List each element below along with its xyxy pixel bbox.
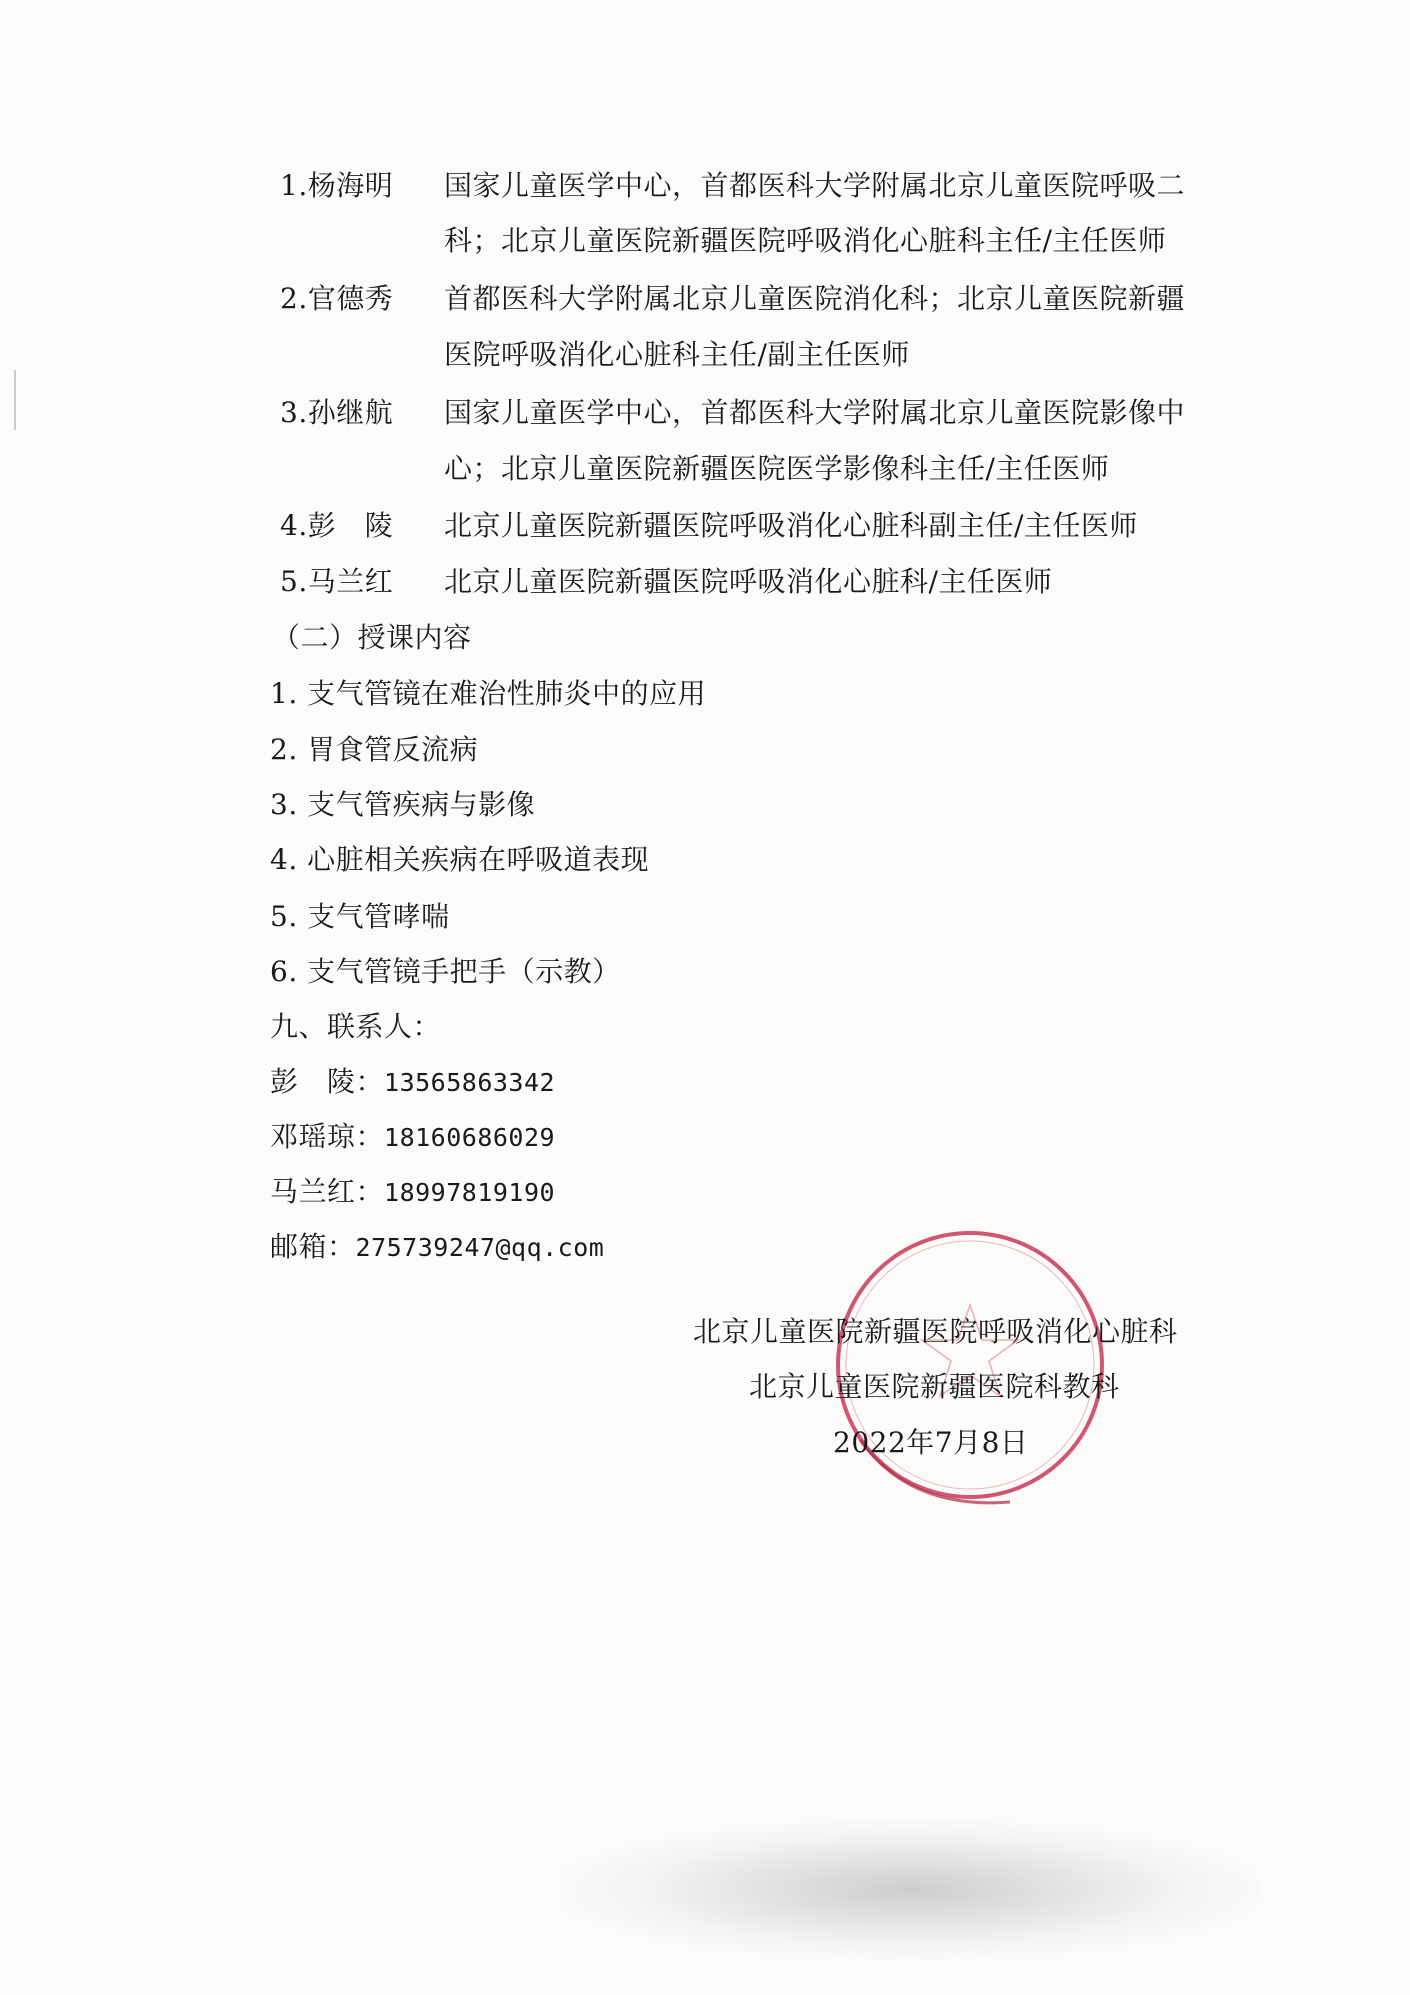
contact-heading: 九、联系人： — [270, 1010, 442, 1043]
contact-phone: 18160686029 — [384, 1123, 556, 1152]
instructor-desc: 国家儿童医学中心，首都医科大学附属北京儿童医院影像中 — [444, 396, 1186, 429]
contact-row — [270, 1120, 555, 1155]
contact-phone: 18997819190 — [384, 1178, 556, 1207]
course-item: 1. 支气管镜在难治性肺炎中的应用 — [270, 677, 707, 710]
scan-smudge — [560, 1820, 1260, 1960]
contact-row — [270, 1065, 555, 1100]
contact-label: 邓瑶琼： — [270, 1120, 385, 1153]
course-item: 3. 支气管疾病与影像 — [270, 788, 536, 821]
course-item: 4. 心脏相关疾病在呼吸道表现 — [270, 843, 650, 876]
instructor-desc: 首都医科大学附属北京儿童医院消化科；北京儿童医院新疆 — [444, 282, 1186, 315]
contact-label: 邮箱： — [270, 1230, 356, 1263]
signature-org-1: 北京儿童医院新疆医院呼吸消化心脏科 — [693, 1315, 1178, 1348]
instructor-name: 2.官德秀 — [280, 282, 394, 315]
contact-row — [270, 1230, 604, 1265]
course-item: 5. 支气管哮喘 — [270, 900, 450, 933]
official-seal — [820, 1210, 1120, 1510]
instructor-name: 3.孙继航 — [280, 396, 394, 429]
scan-edge — [14, 370, 16, 430]
course-heading: （二）授课内容 — [272, 621, 472, 654]
instructor-desc: 心；北京儿童医院新疆医院医学影像科主任/主任医师 — [444, 452, 1110, 485]
instructor-desc: 北京儿童医院新疆医院呼吸消化心脏科副主任/主任医师 — [444, 509, 1138, 542]
instructor-name: 1.杨海明 — [280, 169, 394, 202]
contact-email: 275739247@qq.com — [355, 1233, 605, 1262]
signature-date: 2022年7月8日 — [833, 1426, 1029, 1459]
course-item: 6. 支气管镜手把手（示教） — [270, 955, 621, 988]
instructor-desc: 北京儿童医院新疆医院呼吸消化心脏科/主任医师 — [444, 565, 1053, 598]
contact-row — [270, 1175, 555, 1210]
instructor-name: 5.马兰红 — [280, 565, 394, 598]
instructor-name: 4.彭 陵 — [280, 509, 394, 542]
instructor-desc: 科；北京儿童医院新疆医院呼吸消化心脏科主任/主任医师 — [444, 224, 1167, 257]
contact-label: 马兰红： — [270, 1175, 385, 1208]
course-item: 2. 胃食管反流病 — [270, 733, 479, 766]
instructor-desc: 医院呼吸消化心脏科主任/副主任医师 — [444, 338, 910, 371]
instructor-desc: 国家儿童医学中心，首都医科大学附属北京儿童医院呼吸二 — [444, 169, 1186, 202]
contact-label: 彭 陵： — [270, 1065, 385, 1098]
signature-org-2: 北京儿童医院新疆医院科教科 — [749, 1370, 1120, 1403]
contact-phone: 13565863342 — [384, 1068, 556, 1097]
